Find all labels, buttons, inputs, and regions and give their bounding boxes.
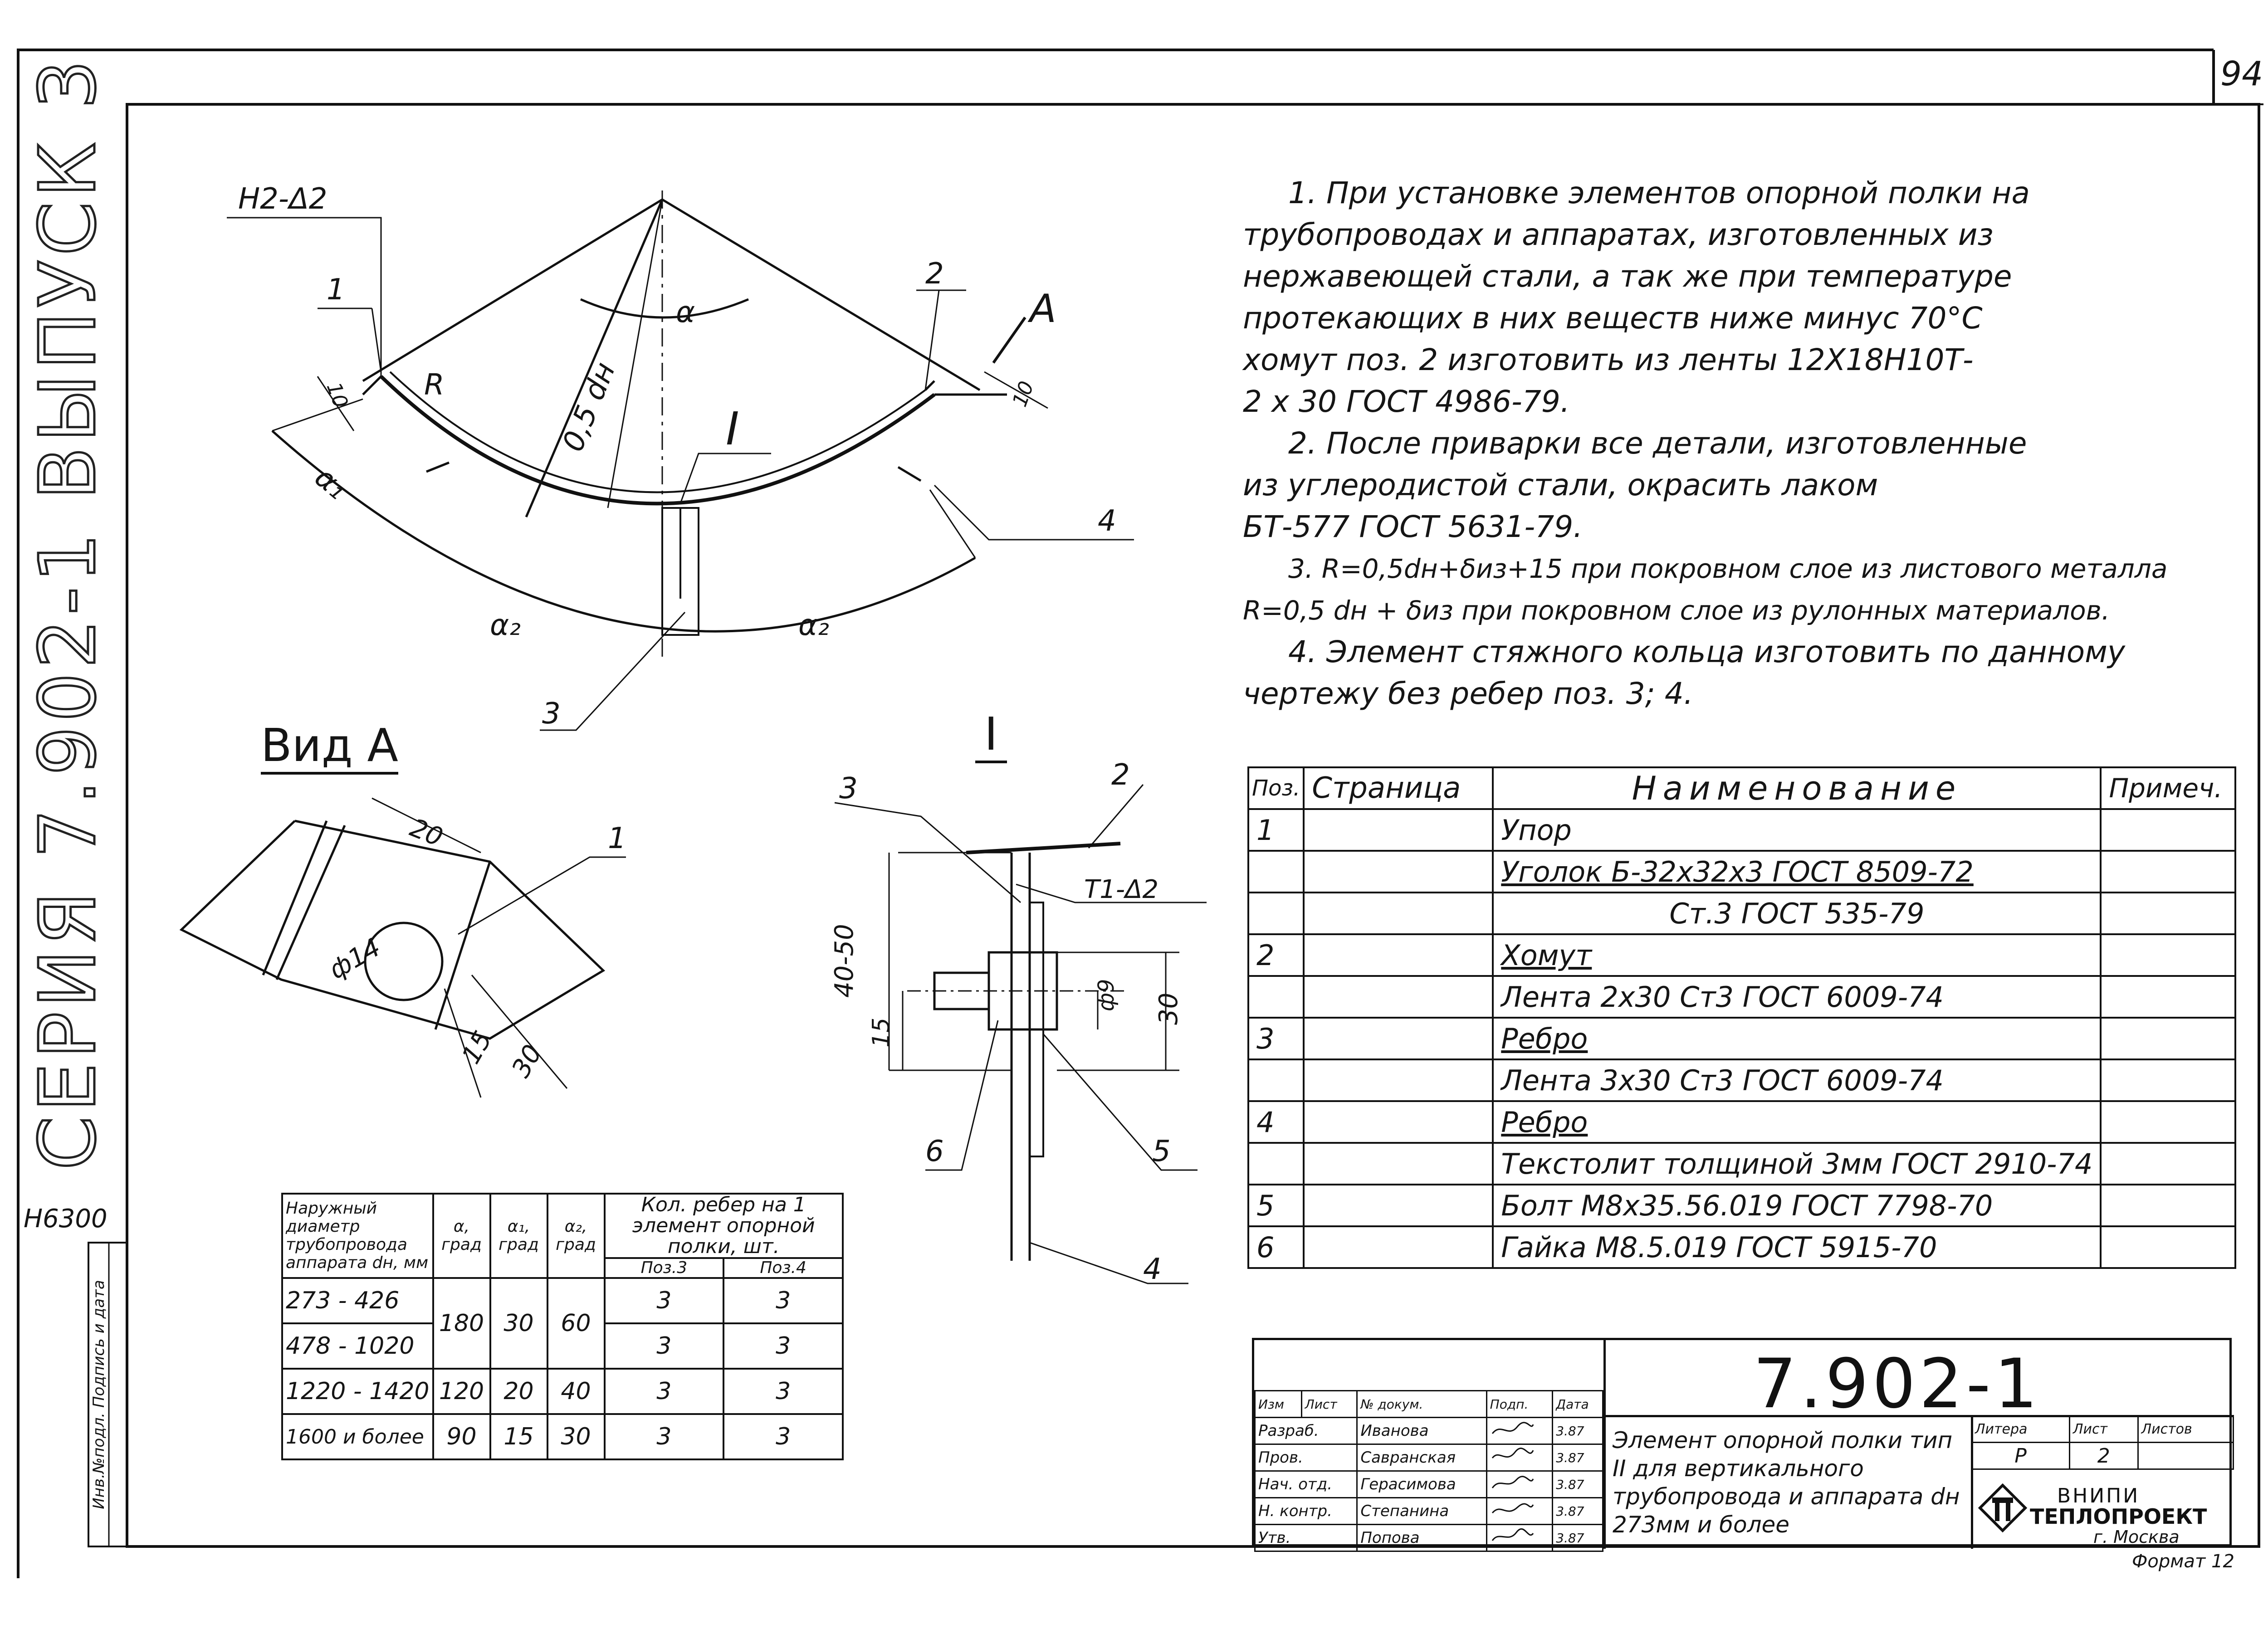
approval-date: 3.87 bbox=[1553, 1471, 1603, 1498]
qty-alpha: 120 bbox=[433, 1369, 490, 1414]
note-line: чертежу без ребер поз. 3; 4. bbox=[1243, 676, 1693, 711]
series-title: СЕРИЯ 7.902-1 ВЫПУСК 3 bbox=[23, 55, 113, 1170]
qty-pos3: 3 bbox=[605, 1414, 724, 1459]
spec-page bbox=[1304, 1226, 1493, 1268]
approval-row bbox=[1255, 1471, 1603, 1498]
view-a-dim-20: 20 bbox=[406, 813, 447, 853]
approval-table bbox=[1254, 1390, 1603, 1552]
spec-pos bbox=[1248, 851, 1304, 893]
spec-page bbox=[1304, 1018, 1493, 1059]
sheet-format: Формат 12 bbox=[2132, 1551, 2234, 1572]
spec-header-row bbox=[1248, 767, 2235, 809]
spec-pos bbox=[1248, 1059, 1304, 1101]
note-line: 3. R=0,5dн+δиз+15 при покровном слое из листового металла bbox=[1288, 553, 2168, 584]
qty-pos4: 3 bbox=[723, 1414, 843, 1459]
view-a-arrow-label: A bbox=[1030, 286, 1056, 332]
spec-pos: 4 bbox=[1248, 1101, 1304, 1143]
dim-10-left: 10 bbox=[322, 379, 352, 411]
qty-diameter: 273 - 426 bbox=[282, 1278, 433, 1323]
view-a-dim-30: 30 bbox=[506, 1039, 548, 1083]
approval-role: Н. контр. bbox=[1255, 1498, 1357, 1525]
qty-row bbox=[282, 1278, 843, 1323]
approval-date: 3.87 bbox=[1553, 1525, 1603, 1551]
qty-header-pos3: Поз.3 bbox=[605, 1258, 724, 1278]
detail-dim-40-50: 40-50 bbox=[830, 924, 859, 998]
qty-pos4: 3 bbox=[723, 1369, 843, 1414]
spec-page bbox=[1304, 809, 1493, 851]
spec-header-page: Страница bbox=[1304, 767, 1493, 809]
alpha1-label: α₁ bbox=[308, 460, 354, 506]
spec-pos: 1 bbox=[1248, 809, 1304, 851]
spec-page bbox=[1304, 976, 1493, 1018]
detail-pos-3: 3 bbox=[839, 772, 858, 805]
qty-row bbox=[282, 1369, 843, 1414]
spec-pos bbox=[1248, 976, 1304, 1018]
title-block bbox=[1252, 1338, 2232, 1546]
spec-row bbox=[1248, 851, 2235, 893]
sheet-number: 94 bbox=[2220, 54, 2263, 93]
approval-date: 3.87 bbox=[1553, 1444, 1603, 1471]
note-line: нержавеющей стали, а так же при температуре bbox=[1243, 259, 2012, 294]
note-line: 1. При установке элементов опорной полки на bbox=[1288, 176, 2030, 210]
spec-page bbox=[1304, 1143, 1493, 1185]
hdr-izm: Изм bbox=[1255, 1391, 1302, 1418]
detail-dim-phi9: ф9 bbox=[1094, 979, 1119, 1011]
spec-note bbox=[2101, 1143, 2235, 1185]
spec-row bbox=[1248, 1226, 2235, 1268]
spec-row bbox=[1248, 976, 2235, 1018]
note-line: протекающих в них веществ ниже минус 70°С bbox=[1243, 301, 1983, 336]
spec-pos: 6 bbox=[1248, 1226, 1304, 1268]
org-logo bbox=[1978, 1483, 2028, 1533]
spec-header-note: Примеч. bbox=[2101, 767, 2235, 809]
view-a-title: Вид А bbox=[261, 719, 398, 775]
spec-note bbox=[2101, 1226, 2235, 1268]
spec-name: Гайка М8.5.019 ГОСТ 5915-70 bbox=[1493, 1226, 2101, 1268]
drawing-code: 7.902-1 bbox=[1753, 1345, 2041, 1424]
approval-header-row bbox=[1255, 1391, 1603, 1418]
inventory-label: Инв.№подл. Подпись и дата bbox=[90, 1280, 108, 1509]
note-line: 4. Элемент стяжного кольца изготовить по данному bbox=[1288, 634, 2126, 669]
spec-row bbox=[1248, 1059, 2235, 1101]
view-a-dim-phi14: ф14 bbox=[324, 932, 386, 985]
approval-date: 3.87 bbox=[1553, 1498, 1603, 1525]
spec-note bbox=[2101, 976, 2235, 1018]
view-a-dim-15: 15 bbox=[456, 1026, 498, 1069]
org-city: г. Москва bbox=[2093, 1527, 2180, 1547]
spec-name: Упор bbox=[1493, 809, 2101, 851]
qty-header-count: Кол. ребер на 1 элемент опорной полки, шт. bbox=[605, 1194, 843, 1258]
approval-role: Утв. bbox=[1255, 1525, 1357, 1551]
approval-role: Нач. отд. bbox=[1255, 1471, 1357, 1498]
list-value: 2 bbox=[2069, 1443, 2138, 1469]
inventory-code: H6300 bbox=[24, 1204, 108, 1234]
qty-pos3: 3 bbox=[605, 1323, 724, 1369]
approval-row bbox=[1255, 1444, 1603, 1471]
approval-role: Разраб. bbox=[1255, 1418, 1357, 1444]
litera-value: Р bbox=[1972, 1443, 2070, 1469]
qty-alpha: 180 bbox=[433, 1278, 490, 1369]
spec-pos: 5 bbox=[1248, 1185, 1304, 1226]
detail-pos-4: 4 bbox=[1143, 1253, 1162, 1286]
weld-label-h2: H2-Δ2 bbox=[238, 182, 327, 216]
qty-header-alpha2: α₂, град bbox=[547, 1194, 605, 1278]
qty-diameter: 1600 и более bbox=[282, 1414, 433, 1459]
spec-pos bbox=[1248, 893, 1304, 934]
spec-pos: 2 bbox=[1248, 934, 1304, 976]
hdr-list: Лист bbox=[1301, 1391, 1357, 1418]
ribs-quantity-table bbox=[281, 1193, 844, 1460]
approval-signature bbox=[1486, 1444, 1553, 1471]
qty-alpha2: 40 bbox=[547, 1369, 605, 1414]
alpha2-left-label: α₂ bbox=[490, 609, 521, 642]
spec-header-pos: Поз. bbox=[1248, 767, 1304, 809]
detail-i-drawing bbox=[0, 0, 1270, 1315]
note-line: 2 х 30 ГОСТ 4986-79. bbox=[1243, 384, 1570, 419]
alpha2-right-label: α₂ bbox=[798, 609, 829, 642]
spec-name: Текстолит толщиной 3мм ГОСТ 2910-74 bbox=[1493, 1143, 2101, 1185]
approval-signature bbox=[1486, 1525, 1553, 1551]
detail-pos-6: 6 bbox=[925, 1135, 944, 1168]
org-name-1: ВНИПИ bbox=[2057, 1484, 2140, 1507]
approval-name: Попова bbox=[1357, 1525, 1486, 1551]
detail-pos-2: 2 bbox=[1111, 758, 1130, 792]
spec-row bbox=[1248, 809, 2235, 851]
note-line: трубопроводах и аппаратах, изготовленных из bbox=[1243, 217, 1994, 252]
note-line: 2. После приварки все детали, изготовленные bbox=[1288, 426, 2027, 461]
spec-note bbox=[2101, 1059, 2235, 1101]
hdr-date: Дата bbox=[1553, 1391, 1603, 1418]
pos-1-label: 1 bbox=[327, 273, 345, 307]
qty-alpha: 90 bbox=[433, 1414, 490, 1459]
spec-row bbox=[1248, 1143, 2235, 1185]
qty-alpha1: 20 bbox=[490, 1369, 547, 1414]
note-line: БТ-577 ГОСТ 5631-79. bbox=[1243, 509, 1583, 544]
approval-name: Герасимова bbox=[1357, 1471, 1486, 1498]
note-line: R=0,5 dн + δиз при покровном слое из рулонных материалов. bbox=[1243, 595, 2110, 626]
qty-pos3: 3 bbox=[605, 1369, 724, 1414]
spec-name: Ребро bbox=[1493, 1018, 2101, 1059]
spec-row bbox=[1248, 893, 2235, 934]
approval-role: Пров. bbox=[1255, 1444, 1357, 1471]
spec-note bbox=[2101, 1185, 2235, 1226]
qty-pos4: 3 bbox=[723, 1278, 843, 1323]
spec-pos bbox=[1248, 1143, 1304, 1185]
spec-note bbox=[2101, 893, 2235, 934]
dim-10-right: 10 bbox=[1008, 378, 1039, 410]
spec-name: Болт М8х35.56.019 ГОСТ 7798-70 bbox=[1493, 1185, 2101, 1226]
approval-name: Савранская bbox=[1357, 1444, 1486, 1471]
spec-row bbox=[1248, 934, 2235, 976]
approval-signature bbox=[1486, 1498, 1553, 1525]
approval-name: Степанина bbox=[1357, 1498, 1486, 1525]
approval-row bbox=[1255, 1498, 1603, 1525]
pos-4-label: 4 bbox=[1098, 504, 1116, 538]
sheet-info-values bbox=[1972, 1443, 2234, 1469]
note-line: из углеродистой стали, окрасить лаком bbox=[1243, 468, 1878, 502]
detail-pos-5: 5 bbox=[1152, 1135, 1171, 1168]
org-name-2: ТЕПЛОПРОЕКТ bbox=[2030, 1504, 2207, 1529]
detail-dim-15: 15 bbox=[868, 1017, 895, 1048]
spec-note bbox=[2101, 934, 2235, 976]
spec-name: Лента 3х30 Ст3 ГОСТ 6009-74 bbox=[1493, 1059, 2101, 1101]
spec-name: Хомут bbox=[1493, 934, 2101, 976]
qty-header-pos4: Поз.4 bbox=[723, 1258, 843, 1278]
note-line: хомут поз. 2 изготовить из ленты 12Х18Н10Т- bbox=[1243, 342, 1974, 377]
approval-signature bbox=[1486, 1471, 1553, 1498]
qty-alpha1: 15 bbox=[490, 1414, 547, 1459]
qty-alpha1: 30 bbox=[490, 1278, 547, 1369]
qty-header-row bbox=[282, 1194, 843, 1258]
approval-signature bbox=[1486, 1418, 1553, 1444]
qty-pos3: 3 bbox=[605, 1278, 724, 1323]
spec-note bbox=[2101, 809, 2235, 851]
approval-row bbox=[1255, 1525, 1603, 1551]
listov-value bbox=[2138, 1443, 2233, 1469]
spec-note bbox=[2101, 1018, 2235, 1059]
radius-label: R bbox=[424, 368, 445, 402]
spec-name: Ребро bbox=[1493, 1101, 2101, 1143]
detail-i-title: I bbox=[975, 707, 1007, 763]
pos-3-label: 3 bbox=[542, 697, 561, 731]
hdr-sign: Подп. bbox=[1486, 1391, 1553, 1418]
half-dn-label: 0,5 dн bbox=[556, 357, 622, 456]
spec-name: Лента 2х30 Ст3 ГОСТ 6009-74 bbox=[1493, 976, 2101, 1018]
spec-name: Ст.3 ГОСТ 535-79 bbox=[1493, 893, 2101, 934]
sheet-info-header bbox=[1972, 1416, 2234, 1443]
view-a-pos-1: 1 bbox=[608, 822, 626, 855]
col-listov: Листов bbox=[2138, 1416, 2233, 1443]
approval-date: 3.87 bbox=[1553, 1418, 1603, 1444]
sheet-info-table bbox=[1971, 1415, 2234, 1470]
approval-row bbox=[1255, 1418, 1603, 1444]
detail-i-marker: I bbox=[726, 402, 739, 455]
detail-dim-30: 30 bbox=[1154, 992, 1183, 1025]
qty-row bbox=[282, 1414, 843, 1459]
spec-page bbox=[1304, 1185, 1493, 1226]
spec-page bbox=[1304, 1101, 1493, 1143]
spec-note bbox=[2101, 851, 2235, 893]
qty-header-alpha1: α₁, град bbox=[490, 1194, 547, 1278]
spec-name: Уголок Б-32х32х3 ГОСТ 8509-72 bbox=[1493, 851, 2101, 893]
spec-header-name: Наименование bbox=[1493, 767, 2101, 809]
qty-header-diameter: Наружный диаметр трубопровода аппарата dн, мм bbox=[282, 1194, 433, 1278]
spec-note bbox=[2101, 1101, 2235, 1143]
spec-row bbox=[1248, 1018, 2235, 1059]
qty-header-alpha: α, град bbox=[433, 1194, 490, 1278]
qty-diameter: 1220 - 1420 bbox=[282, 1369, 433, 1414]
detail-weld-t1: T1-Δ2 bbox=[1084, 875, 1158, 904]
qty-pos4: 3 bbox=[723, 1323, 843, 1369]
drawing-description: Элемент опорной полки тип II для вертикального трубопровода и аппарата dн 273мм и более bbox=[1613, 1427, 1960, 1538]
approval-divider bbox=[1603, 1340, 1606, 1549]
spec-row bbox=[1248, 1101, 2235, 1143]
qty-diameter: 478 - 1020 bbox=[282, 1323, 433, 1369]
col-litera: Литера bbox=[1972, 1416, 2070, 1443]
spec-page bbox=[1304, 893, 1493, 934]
qty-alpha2: 60 bbox=[547, 1278, 605, 1369]
qty-alpha2: 30 bbox=[547, 1414, 605, 1459]
approval-name: Иванова bbox=[1357, 1418, 1486, 1444]
col-list: Лист bbox=[2069, 1416, 2138, 1443]
notes-block bbox=[1243, 172, 2250, 715]
pos-2-label: 2 bbox=[925, 257, 944, 291]
spec-page bbox=[1304, 851, 1493, 893]
spec-row bbox=[1248, 1185, 2235, 1226]
spec-pos: 3 bbox=[1248, 1018, 1304, 1059]
hdr-doc: № докум. bbox=[1357, 1391, 1486, 1418]
alpha-label: α bbox=[676, 296, 695, 329]
spec-page bbox=[1304, 1059, 1493, 1101]
specification-table bbox=[1247, 766, 2236, 1269]
spec-page bbox=[1304, 934, 1493, 976]
